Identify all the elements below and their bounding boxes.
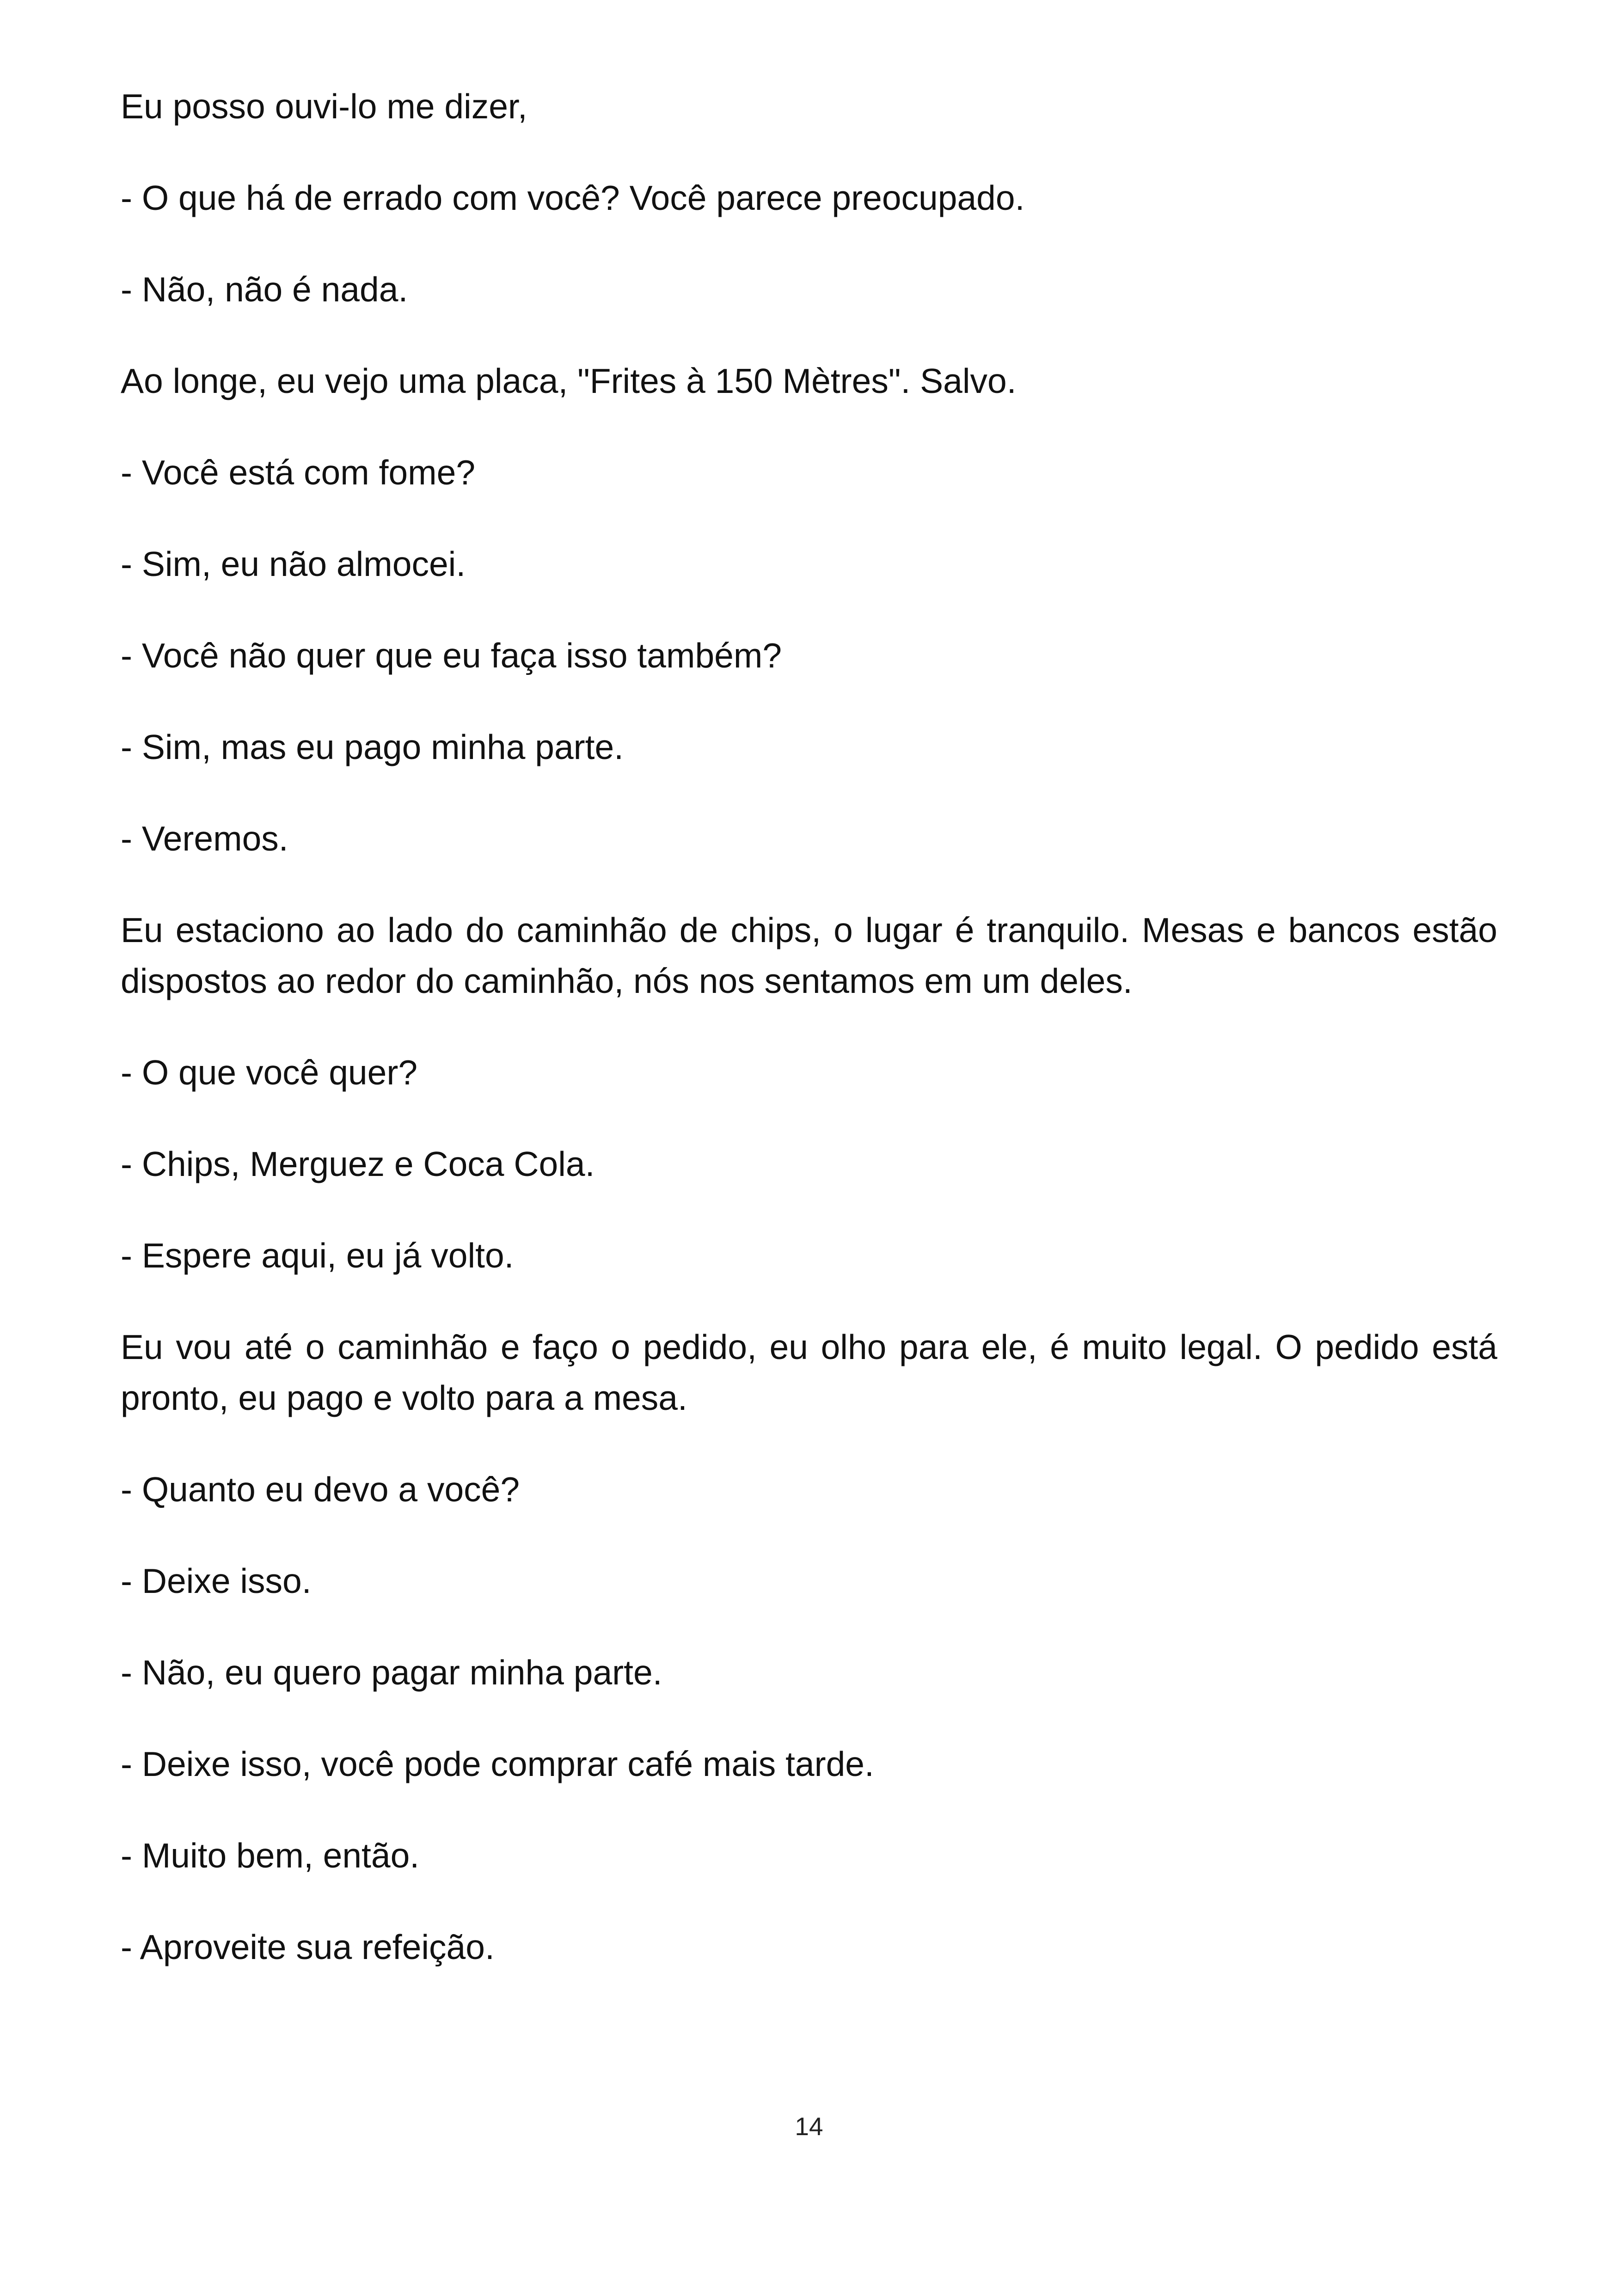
paragraph: - Espere aqui, eu já volto.: [121, 1236, 514, 1275]
paragraph: - Chips, Merguez e Coca Cola.: [121, 1145, 595, 1183]
paragraph: - Muito bem, então.: [121, 1836, 420, 1875]
paragraph: - O que você quer?: [121, 1053, 418, 1092]
paragraph: Eu vou até o caminhão e faço o pedido, eu olho para ele, é muito legal. O pedido está pronto, eu pago e volto para a mesa.: [121, 1328, 1497, 1417]
paragraph: - O que há de errado com você? Você parece preocupado.: [121, 178, 1025, 217]
paragraph: Eu posso ouvi-lo me dizer,: [121, 87, 527, 126]
paragraph: - Você não quer que eu faça isso também?: [121, 636, 782, 675]
paragraph: - Sim, eu não almocei.: [121, 545, 466, 583]
paragraph: - Deixe isso, você pode comprar café mais tarde.: [121, 1745, 874, 1783]
paragraph: Ao longe, eu vejo uma placa, "Frites à 150 Mètres". Salvo.: [121, 361, 1017, 400]
paragraph: - Você está com fome?: [121, 453, 476, 492]
paragraph: - Quanto eu devo a você?: [121, 1470, 520, 1509]
paragraph: - Deixe isso.: [121, 1561, 312, 1600]
paragraph: - Não, não é nada.: [121, 270, 408, 309]
paragraph: - Sim, mas eu pago minha parte.: [121, 728, 624, 766]
paragraph: - Aproveite sua refeição.: [121, 1928, 495, 1966]
paragraph: - Não, eu quero pagar minha parte.: [121, 1653, 662, 1692]
page-number: 14: [795, 2112, 823, 2141]
paragraph: Eu estaciono ao lado do caminhão de chips, o lugar é tranquilo. Mesas e bancos estão dispostos ao redor do caminhão, nós nos sentamos em um deles.: [121, 911, 1497, 1000]
paragraph: - Veremos.: [121, 819, 288, 858]
body-text: [121, 81, 1497, 2013]
